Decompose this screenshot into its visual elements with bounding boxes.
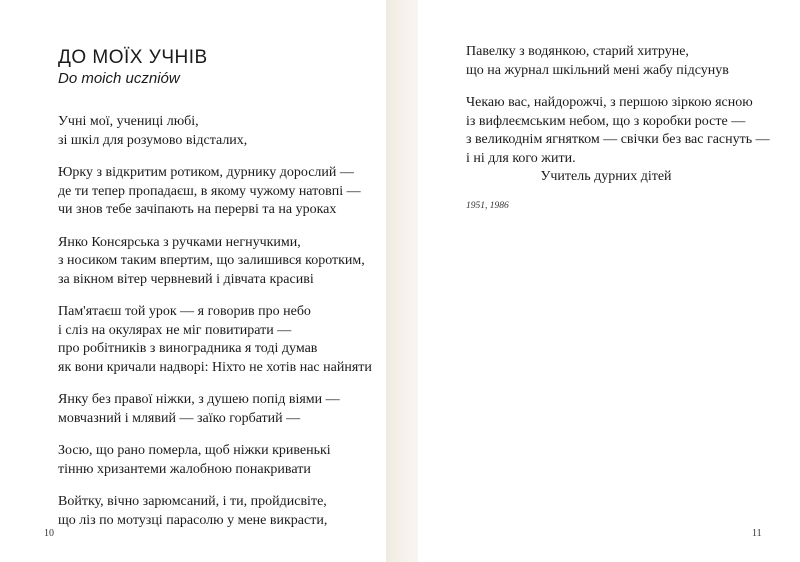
poem-line: Янку без правої ніжки, з душею попід віями — (58, 392, 340, 407)
poem-line: Янко Консярська з ручками негнучкими, (58, 234, 301, 250)
stanza (58, 113, 378, 150)
poem-line: що ліз по мотузці парасолю у мене викрасти, (58, 512, 328, 528)
poem-line: Войтку, вічно зарюмсаний, і ти, пройдисвіте, (58, 494, 327, 509)
poem-line: Чекаю вас, найдорожчі, з першою зіркою ясною (466, 95, 753, 110)
poem-line: тінню хризантеми жалобною понакривати (58, 461, 311, 477)
poem-line: Учні мої, учениці любі, (58, 114, 199, 129)
poem-body-right (466, 43, 796, 201)
stanza (58, 303, 378, 377)
poem-line: і сліз на окулярах не міг повитирати — (58, 322, 292, 338)
poem-date: 1951, 1986 (466, 201, 509, 211)
stanza (58, 493, 378, 530)
poem-line: де ти тепер пропадаєш, в якому чужому натовпі — (58, 183, 361, 199)
stanza (466, 43, 796, 80)
poem-line: про робітників з виноградника я тоді думав (58, 341, 318, 356)
stanza (58, 234, 378, 290)
poem-line: з носиком таким впертим, що залишився коротким, (58, 253, 365, 268)
poem-body-left (58, 113, 378, 544)
poem-line: що на журнал шкільний мені жабу підсунув (466, 62, 729, 78)
poem-line: і ні для кого жити. (466, 150, 576, 166)
poem-subtitle: Do moich uczniów (58, 70, 180, 87)
stanza (58, 442, 378, 479)
poem-line: Пам'ятаєш той урок — я говорив про небо (58, 304, 311, 319)
poem-line: чи знов тебе зачіпають на перерві та на уроках (58, 202, 337, 217)
poem-signature: Учитель дурних дітей (540, 169, 672, 184)
poem-line: із вифлеємським небом, що з коробки росте — (466, 113, 746, 129)
page-number: 11 (752, 528, 762, 539)
poem-line: зі шкіл для розумово відсталих, (58, 132, 248, 148)
poem-line: Юрку з відкритим ротиком, дурнику дорослий — (58, 165, 354, 180)
poem-line: Павелку з водянкою, старий хитруне, (466, 44, 689, 59)
stanza (466, 94, 796, 187)
book-gutter (386, 0, 418, 562)
poem-line: Зосю, що рано померла, щоб ніжки кривенькі (58, 443, 331, 458)
stanza (58, 391, 378, 428)
poem-line: як вони кричали надворі: Ніхто не хотів нас найняти (58, 359, 372, 375)
right-page (418, 0, 800, 562)
poem-line: з великоднім ягнятком — свічки без вас гаснуть — (466, 132, 770, 147)
stanza (58, 164, 378, 220)
poem-line: мовчазний і млявий — заїко горбатий — (58, 410, 301, 426)
left-page (0, 0, 386, 562)
poem-title: ДО МОЇХ УЧНІВ (58, 47, 208, 68)
page-number: 10 (44, 528, 54, 539)
poem-line: за вікном вітер червневий і дівчата красиві (58, 271, 314, 287)
